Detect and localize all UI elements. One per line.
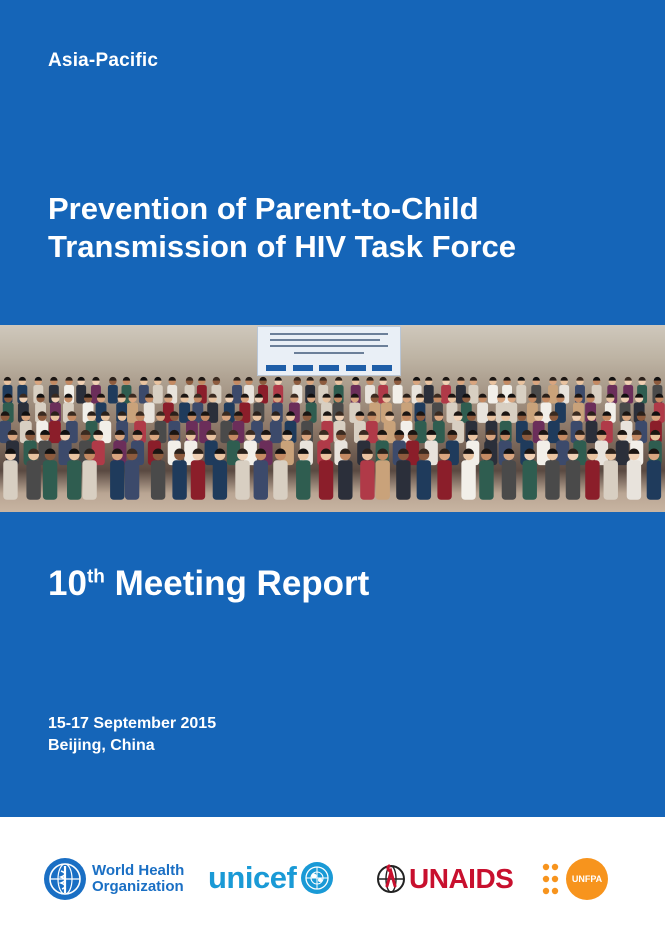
meeting-details	[48, 713, 216, 757]
crowd-person	[360, 449, 374, 500]
report-title-line-2: Transmission of HIV Task Force	[48, 229, 517, 264]
crowd-person	[393, 377, 403, 404]
crowd-person	[446, 430, 459, 465]
who-emblem-icon	[44, 858, 86, 900]
group-photo	[0, 325, 665, 512]
crowd-person	[461, 449, 475, 500]
crowd-person	[254, 449, 268, 500]
crowd-person	[523, 449, 537, 500]
crowd-person	[92, 430, 105, 465]
crowd-person	[627, 449, 641, 500]
who-logo	[44, 857, 184, 901]
crowd-person	[406, 430, 419, 465]
crowd-person	[144, 394, 155, 423]
crowd-person	[49, 411, 61, 443]
crowd-person	[548, 411, 560, 443]
crowd-person	[477, 394, 488, 423]
crowd-person	[151, 449, 165, 500]
crowd-person	[319, 449, 333, 500]
crowd-person	[191, 449, 205, 500]
crowd-person	[3, 449, 17, 500]
crowd-person	[425, 430, 438, 465]
crowd-person	[545, 448, 559, 499]
who-name-line-2: Organization	[92, 878, 184, 895]
unfpa-logo	[542, 857, 608, 901]
crowd-person	[488, 377, 498, 404]
meeting-heading	[48, 564, 369, 604]
crowd-person	[437, 449, 451, 500]
who-name-line-1: World Health	[92, 862, 185, 879]
crowd-person	[244, 430, 257, 465]
meeting-location: Beijing, China	[48, 737, 155, 754]
crowd-person	[417, 449, 431, 500]
meeting-date: 15-17 September 2015	[48, 715, 217, 732]
crowd-person	[556, 430, 569, 465]
crowd-person	[537, 430, 550, 465]
region-label: Asia-Pacific	[48, 50, 159, 71]
crowd-person	[585, 449, 599, 500]
unicef-emblem-icon	[299, 860, 335, 896]
unaids-wordmark: UNAIDS	[409, 863, 514, 894]
crowd-person	[566, 449, 580, 500]
who-name	[92, 863, 184, 895]
crowd-person	[82, 449, 96, 500]
crowd-person	[232, 377, 242, 404]
crowd-person	[26, 449, 40, 500]
unicef-wordmark: unicef	[208, 860, 297, 895]
meeting-ordinal-suffix: th	[86, 566, 105, 588]
crowd-person	[296, 449, 310, 500]
unfpa-circle	[566, 858, 608, 900]
crowd-person	[616, 430, 629, 465]
meeting-report-label: Meeting Report	[114, 564, 370, 603]
crowd-person	[604, 449, 618, 500]
meeting-number: 10	[48, 564, 87, 603]
crowd-person	[573, 430, 586, 465]
crowd-person	[317, 430, 330, 465]
crowd-person	[213, 449, 227, 500]
crowd-person	[6, 430, 19, 465]
crowd-person	[270, 411, 282, 443]
crowd-person	[43, 449, 57, 500]
crowd-person	[67, 449, 81, 500]
crowd-person	[235, 449, 249, 500]
crowd-person	[502, 449, 516, 500]
crowd-person	[125, 449, 139, 500]
crowd-person	[110, 449, 124, 500]
partner-logos	[0, 817, 665, 940]
crowd-person	[595, 430, 608, 465]
unfpa-wordmark: UNFPA	[571, 874, 603, 884]
crowd-person	[184, 430, 197, 465]
crowd-person	[516, 377, 526, 404]
crowd-person	[273, 449, 287, 500]
crowd-person	[586, 411, 598, 443]
unaids-emblem-icon	[376, 864, 406, 894]
crowd-person	[376, 449, 390, 500]
report-title	[48, 190, 638, 266]
crowd-person	[424, 377, 434, 404]
crowd-person	[59, 430, 72, 465]
crowd-person	[338, 449, 352, 500]
unaids-logo	[376, 859, 513, 899]
unfpa-dots-icon	[542, 862, 564, 896]
photo-backdrop-banner	[257, 326, 401, 376]
crowd-person	[227, 430, 240, 465]
crowd-person	[396, 449, 410, 500]
crowd-person	[205, 430, 218, 465]
report-title-line-1: Prevention of Parent-to-Child	[48, 191, 479, 226]
crowd-person	[153, 377, 163, 404]
crowd-person	[108, 377, 118, 404]
crowd-person	[647, 449, 661, 500]
unicef-logo	[208, 856, 335, 900]
crowd-person	[479, 449, 493, 500]
crowd-person	[281, 430, 294, 465]
crowd-person	[172, 449, 186, 500]
crowd-person	[113, 430, 126, 465]
